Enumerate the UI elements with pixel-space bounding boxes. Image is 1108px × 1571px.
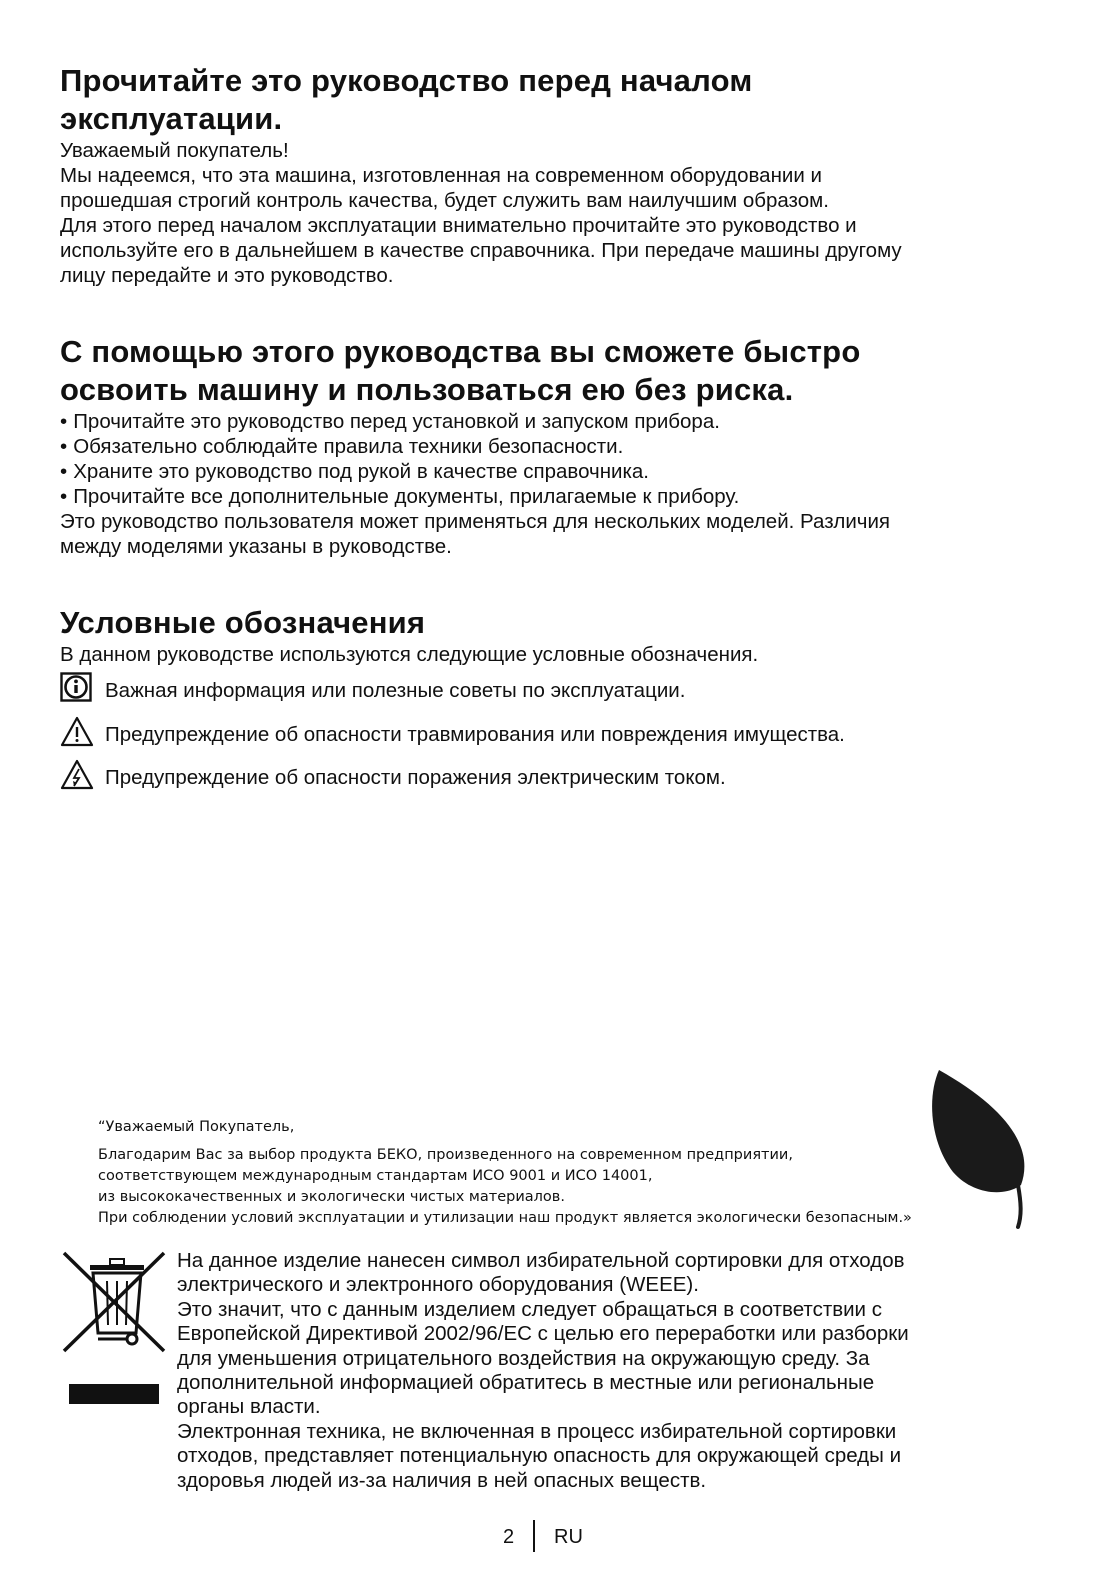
symbol-row-warning: [60, 716, 1060, 752]
symbol-label: Предупреждение об опасности травмирования или повреждения имущества.: [105, 723, 845, 746]
intro-section: [60, 62, 1060, 288]
text-line: дополнительной информацией обратитесь в местные или региональные: [177, 1371, 875, 1395]
symbol-row-info: [60, 672, 1060, 708]
symbols-intro: В данном руководстве используются следующие условные обозначения.: [60, 643, 759, 666]
page-footer: [0, 1520, 1108, 1556]
text-line: здоровья людей из-за наличия в ней опасных веществ.: [177, 1468, 707, 1492]
section-title: [60, 333, 1060, 409]
list-item: • Обязательно соблюдайте правила техники безопасности.: [60, 434, 1060, 459]
text-line: между моделями указаны в руководстве.: [60, 535, 452, 558]
info-icon: [60, 672, 94, 704]
eco-message: [98, 1117, 998, 1229]
text-line: прошедшая строгий контроль качества, будет служить вам наилучшим образом.: [60, 189, 829, 212]
text-line: отходов, представляет потенциальную опасность для окружающей среды и: [177, 1444, 902, 1468]
text-line: Это значит, что с данным изделием следует обращаться в соответствии с: [177, 1297, 882, 1321]
text-line: Мы надеемся, что эта машина, изготовленная на современном оборудовании и: [60, 164, 822, 187]
eco-line: При соблюдении условий эксплуатации и утилизации наш продукт является экологически безопасным.»: [98, 1210, 912, 1226]
text-line: На данное изделие нанесен символ избирательной сортировки для отходов: [177, 1249, 905, 1272]
section-title: [60, 62, 1060, 138]
warning-triangle-icon: [60, 716, 94, 748]
models-note: [60, 509, 1060, 559]
page-number: 2: [503, 1526, 515, 1548]
electric-shock-warning-icon: [60, 759, 94, 791]
eco-line: “Уважаемый Покупатель,: [98, 1119, 295, 1135]
title-line: освоить машину и пользоваться ею без риска.: [60, 372, 794, 407]
symbol-label: Предупреждение об опасности поражения электрическим током.: [105, 766, 726, 789]
title-line: С помощью этого руководства вы сможете быстро: [60, 334, 861, 369]
list-item: • Прочитайте все дополнительные документы, прилагаемые к прибору.: [60, 484, 1060, 509]
text-line: Для этого перед началом эксплуатации внимательно прочитайте это руководство и: [60, 214, 857, 237]
text-line: электрического и электронного оборудования (WEEE).: [177, 1273, 699, 1297]
eco-line: Благодарим Вас за выбор продукта БЕКО, произведенного на современном предприятии,: [98, 1147, 793, 1163]
section-title: Условные обозначения: [60, 605, 426, 640]
weee-text: [177, 1249, 1057, 1493]
text-line: Это руководство пользователя может применяться для нескольких моделей. Различия: [60, 510, 891, 533]
text-line: органы власти.: [177, 1395, 321, 1419]
text-line: Электронная техника, не включенная в процесс избирательной сортировки: [177, 1419, 897, 1443]
list-item: • Храните это руководство под рукой в качестве справочника.: [60, 459, 1060, 484]
intro-text: [60, 138, 1060, 288]
text-line: лицу передайте и это руководство.: [60, 264, 394, 287]
greeting: Уважаемый покупатель!: [60, 139, 289, 162]
text-line: Европейской Директивой 2002/96/EC с целью его переработки или разборки: [177, 1322, 909, 1346]
symbol-row-electric: [60, 759, 1060, 795]
text-line: для уменьшения отрицательного воздействия на окружающую среду. За: [177, 1346, 870, 1370]
leaf-icon: [925, 1067, 1035, 1232]
footer-divider: [533, 1520, 535, 1552]
language-code: RU: [554, 1526, 583, 1548]
title-line: эксплуатации.: [60, 101, 283, 136]
crossed-bin-icon: [60, 1247, 172, 1407]
eco-line: соответствующем международным стандартам ИСО 9001 и ИСО 14001,: [98, 1168, 653, 1184]
text-line: используйте его в дальнейшем в качестве справочника. При передаче машины другому: [60, 239, 902, 262]
list-item: • Прочитайте это руководство перед установкой и запуском прибора.: [60, 409, 1060, 434]
eco-line: из высококачественных и экологически чистых материалов.: [98, 1189, 565, 1205]
bullet-list: [60, 409, 1060, 509]
symbol-label: Важная информация или полезные советы по эксплуатации.: [105, 679, 686, 702]
symbols-section: [60, 604, 1060, 789]
quick-guide-section: [60, 333, 1060, 559]
title-line: Прочитайте это руководство перед началом: [60, 63, 753, 98]
